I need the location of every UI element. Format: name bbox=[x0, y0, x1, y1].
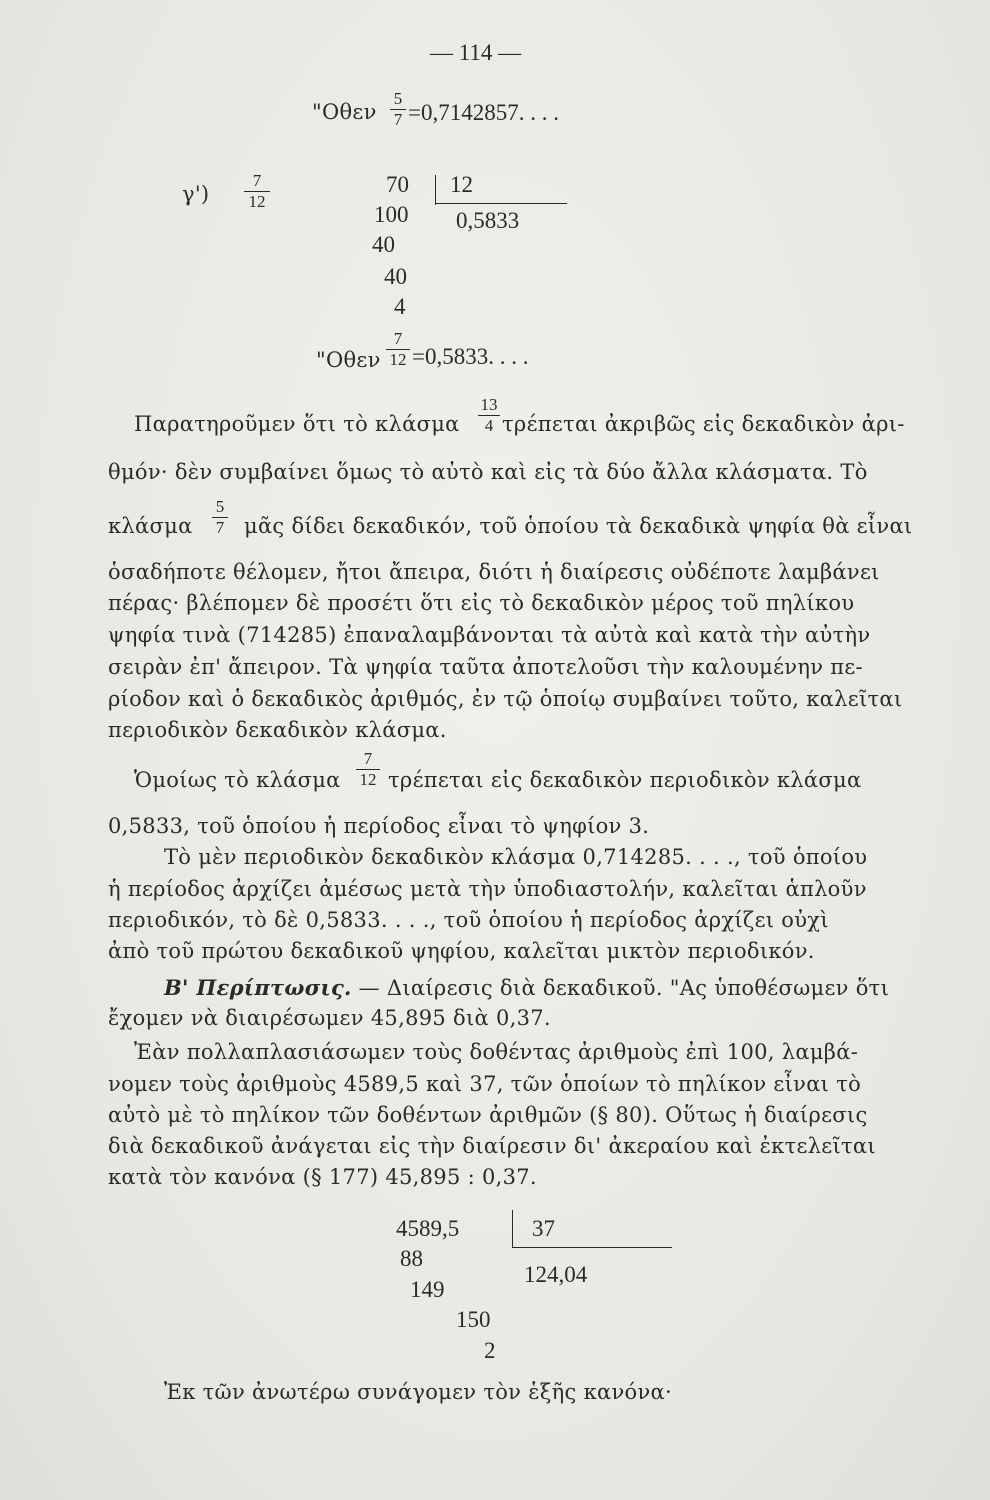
p3-line: ἡ περίοδος ἀρχίζει ἀμέσως μετὰ τὴν ὑποδιαστολήν, καλεῖται ἁπλοῦν bbox=[108, 877, 867, 901]
div-c-row: 40 bbox=[384, 264, 407, 289]
p5-line: κατὰ τὸν κανόνα (§ 177) 45,895 : 0,37. bbox=[108, 1165, 537, 1189]
div-b-row: 2 bbox=[484, 1338, 496, 1363]
p5-line: αὐτὸ μὲ τὸ πηλίκον τῶν δοθέντων ἀριθμῶν (§ 80). Οὕτως ἡ διαίρεσις bbox=[108, 1103, 868, 1127]
p5-line: νομεν τοὺς ἀριθμοὺς 4589,5 καὶ 37, τῶν ὁποίων τὸ πηλίκον εἶναι τὸ bbox=[108, 1072, 862, 1096]
p2-line1-end: τρέπεται εἰς δεκαδικὸν περιοδικὸν κλάσμα bbox=[388, 768, 862, 792]
div-c-vertical-rule bbox=[435, 175, 436, 205]
eq1-fraction: 5 7 bbox=[390, 90, 406, 129]
p3-line: Τὸ μὲν περιοδικὸν δεκαδικὸν κλάσμα 0,714285. . . ., τοῦ ὁποίου bbox=[164, 845, 868, 869]
p5-line: διὰ δεκαδικοῦ ἀνάγεται εἰς τὴν διαίρεσιν δι' ἀκεραίου καὶ ἐκτελεῖται bbox=[108, 1134, 876, 1158]
div-b-row: 150 bbox=[456, 1307, 491, 1332]
p1-line3-end: μᾶς δίδει δεκαδικόν, τοῦ ὁποίου τὰ δεκαδικὰ ψηφία θὰ εἶναι bbox=[244, 514, 913, 538]
eq1-word: "Οθεν bbox=[312, 100, 377, 124]
div-c-row: 40 bbox=[372, 232, 395, 257]
p1-line2: θμόν· δὲν συμβαίνει ὅμως τὸ αὐτὸ καὶ εἰς τὰ δύο ἄλλα κλάσματα. Τὸ bbox=[108, 460, 868, 484]
case-b-line1 bbox=[164, 975, 889, 1000]
p1-line: πέρας· βλέπομεν δὲ προσέτι ὅτι εἰς τὸ δεκαδικὸν μέρος τοῦ πηλίκου bbox=[108, 591, 855, 615]
div-b-row: 149 bbox=[410, 1277, 445, 1302]
case-b-line2: ἔχομεν νὰ διαιρέσωμεν 45,895 διὰ 0,37. bbox=[108, 1006, 551, 1030]
div-b-horizontal-rule bbox=[512, 1247, 672, 1248]
p1-line1-start: Παρατηροῦμεν ὅτι τὸ κλάσμα bbox=[134, 412, 460, 436]
page-number: — 114 — bbox=[430, 40, 522, 65]
div-c-quotient: 0,5833 bbox=[456, 208, 520, 233]
p3-line: ἀπὸ τοῦ πρώτου δεκαδικοῦ ψηφίου, καλεῖται μικτὸν περιοδικόν. bbox=[108, 939, 815, 963]
closing-line: Ἐκ τῶν ἀνωτέρω συνάγομεν τὸν ἑξῆς κανόνα· bbox=[164, 1380, 673, 1404]
div-c-divisor: 12 bbox=[450, 172, 473, 197]
p1-line3-start: κλάσμα bbox=[108, 514, 193, 538]
p1-line: ψηφία τινὰ (714285) ἐπαναλαμβάνονται τὰ αὐτὰ καὶ κατὰ τὴν αὐτὴν bbox=[108, 623, 871, 647]
div-c-row: 4 bbox=[394, 294, 406, 319]
eq2-result: =0,5833. . . . bbox=[412, 344, 529, 369]
p1-line: περιοδικὸν δεκαδικὸν κλάσμα. bbox=[108, 718, 447, 742]
div-b-quotient: 124,04 bbox=[524, 1262, 588, 1287]
case-b-heading: Β' Περίπτωσις. bbox=[164, 975, 352, 1000]
eq2-fraction: 7 12 bbox=[386, 330, 410, 369]
p1-line: σειρὰν ἐπ' ἄπειρον. Τὰ ψηφία ταῦτα ἀποτελοῦσι τὴν καλουμένην πε- bbox=[108, 655, 863, 679]
div-b-vertical-rule bbox=[512, 1210, 513, 1248]
case-b-line1-rest: — Διαίρεσις διὰ δεκαδικοῦ. "Ας ὑποθέσωμεν ὅτι bbox=[351, 976, 890, 1000]
p2-line1-start: Ὁμοίως τὸ κλάσμα bbox=[134, 768, 341, 792]
p2-line2: 0,5833, τοῦ ὁποίου ἡ περίοδος εἶναι τὸ ψηφίον 3. bbox=[108, 814, 650, 838]
div-b-divisor: 37 bbox=[532, 1216, 555, 1241]
p3-line: περιοδικόν, τὸ δὲ 0,5833. . . ., τοῦ ὁποίου ἡ περίοδος ἀρχίζει οὐχὶ bbox=[108, 908, 829, 932]
eq1-result: =0,7142857. . . . bbox=[408, 100, 559, 125]
div-c-horizontal-rule bbox=[435, 203, 567, 204]
div-b-row: 4589,5 bbox=[396, 1216, 460, 1241]
p1-fraction-5-7: 5 7 bbox=[212, 498, 228, 537]
case-label: γ') bbox=[182, 182, 210, 206]
div-c-fraction: 7 12 bbox=[244, 172, 270, 211]
eq2-word: "Οθεν bbox=[316, 348, 381, 372]
p2-fraction-7-12: 7 12 bbox=[356, 750, 380, 789]
p1-line1-end: τρέπεται ἀκριβῶς εἰς δεκαδικὸν ἀρι- bbox=[502, 412, 905, 436]
div-c-row: 100 bbox=[374, 202, 409, 227]
p1-fraction-13-4: 13 4 bbox=[478, 396, 500, 435]
div-c-row: 70 bbox=[386, 172, 409, 197]
p5-line: Ἐὰν πολλαπλασιάσωμεν τοὺς δοθέντας ἀριθμοὺς ἐπὶ 100, λαμβά- bbox=[134, 1040, 859, 1064]
p1-line: ὁσαδήποτε θέλομεν, ἤτοι ἄπειρα, διότι ἡ διαίρεσις οὐδέποτε λαμβάνει bbox=[108, 560, 880, 584]
div-b-row: 88 bbox=[400, 1246, 423, 1271]
p1-line: ρίοδον καὶ ὁ δεκαδικὸς ἀριθμός, ἐν τῷ ὁποίῳ συμβαίνει τοῦτο, καλεῖται bbox=[108, 687, 903, 711]
